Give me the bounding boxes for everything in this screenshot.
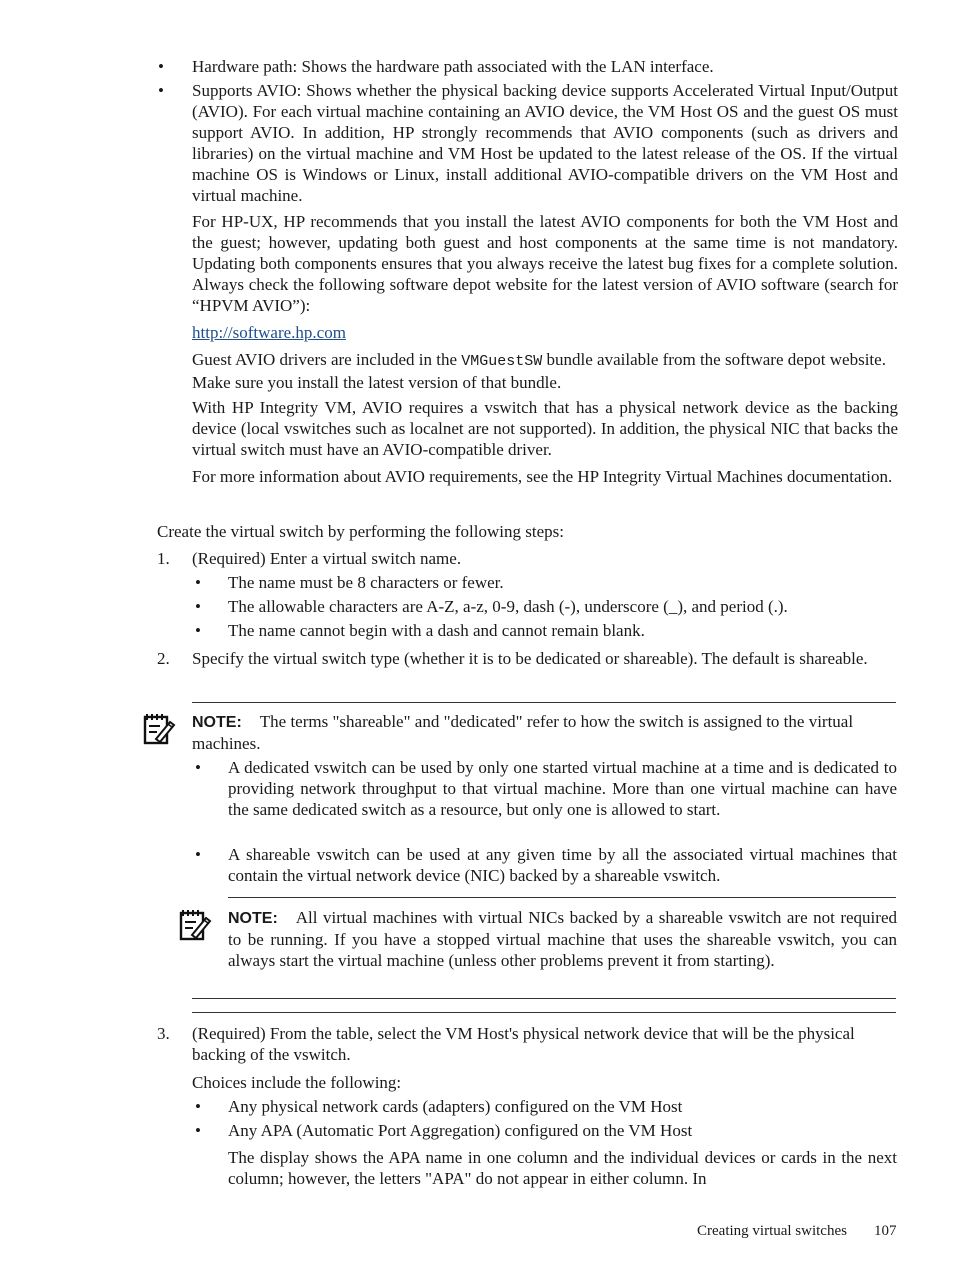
step-3-bullet-apa: Any APA (Automatic Port Aggregation) configured on the VM Host [228, 1121, 693, 1140]
guest-drivers-text-post: bundle available from the software depot website. Make sure you install the latest version of that bundle. [192, 350, 886, 392]
bullet-glyph: • [158, 81, 164, 100]
note-1-text [192, 711, 897, 754]
vmguestsw-code: VMGuestSW [461, 353, 543, 370]
bullet-supports-avio: Supports AVIO: Shows whether the physical backing device supports Accelerated Virtual Input/Output (AVIO). For each virtual machine containing an AVIO device, the VM Host OS and the guest OS must support AVIO. In addition, HP strongly recommends that AVIO components (such as drivers and libraries) on the virtual machine and VM Host be updated to the latest release of the OS. If the virtual machine OS is Windows or Linux, install additional AVIO-compatible drivers on the VM Host and virtual machine. [192, 81, 898, 205]
bullet-glyph: • [195, 573, 201, 592]
note-2-top-rule [228, 897, 896, 898]
step-1-bullet-characters: The allowable characters are A-Z, a-z, 0-9, dash (-), underscore (_), and period (.). [228, 597, 788, 616]
footer-section-title: Creating virtual switches [697, 1223, 847, 1239]
avio-paragraph-guest-drivers [192, 349, 898, 393]
note-1-bottom-rule [192, 1012, 896, 1013]
bullet-glyph: • [195, 597, 201, 616]
bullet-glyph: • [158, 57, 164, 76]
software-depot-link-wrap [192, 322, 346, 343]
step-1-text: (Required) Enter a virtual switch name. [192, 549, 462, 568]
step-3-number: 3. [157, 1024, 170, 1043]
note-pencil-icon [178, 908, 212, 942]
bullet-glyph: • [195, 1121, 201, 1140]
avio-paragraph-vswitch-requirement: With HP Integrity VM, AVIO requires a vswitch that has a physical network device as the backing device (local vswitches such as localnet are not supported). In addition, the physical NIC that backs the virtual switch must have an AVIO-compatible driver. [192, 398, 898, 459]
software-depot-link[interactable]: http://software.hp.com [192, 323, 346, 342]
note-1-top-rule [192, 702, 896, 703]
avio-paragraph-more-info: For more information about AVIO requirements, see the HP Integrity Virtual Machines documentation. [192, 467, 893, 486]
steps-intro: Create the virtual switch by performing the following steps: [157, 522, 564, 541]
avio-paragraph-hpux: For HP-UX, HP recommends that you install the latest AVIO components for both the VM Host and the guest; however, updating both guest and host components at the same time is not mandatory. Updating both components ensures that you always receive the latest bug fixes for a complete solution. Always check the following software depot website for the latest version of AVIO software (search for “HPVM AVIO”): [192, 212, 898, 315]
step-3-text: (Required) From the table, select the VM Host's physical network device that will be the physical backing of the vswitch. [192, 1024, 855, 1064]
step-1-number: 1. [157, 549, 170, 568]
note-1-bullet-shareable: A shareable vswitch can be used at any given time by all the associated virtual machines that contain the virtual network device (NIC) backed by a shareable vswitch. [228, 845, 897, 885]
guest-drivers-text-pre: Guest AVIO drivers are included in the [192, 350, 462, 369]
footer-page-number: 107 [874, 1223, 897, 1239]
bullet-hardware-path: Hardware path: Shows the hardware path associated with the LAN interface. [192, 57, 714, 76]
note-1-bullet-dedicated: A dedicated vswitch can be used by only one started virtual machine at a time and is dedicated to providing network throughput to that virtual machine. More than one virtual machine can have the same dedicated switch as a resource, but only one is allowed to start. [228, 758, 897, 819]
note-1-label: NOTE: [192, 714, 242, 731]
step-3-apa-description: The display shows the APA name in one column and the individual devices or cards in the next column; however, the letters "APA" do not appear in either column. In [228, 1148, 897, 1188]
step-2-text: Specify the virtual switch type (whether it is to be dedicated or shareable). The default is shareable. [192, 649, 868, 668]
step-1-bullet-dash: The name cannot begin with a dash and cannot remain blank. [228, 621, 645, 640]
bullet-glyph: • [195, 621, 201, 640]
note-2-label: NOTE: [228, 910, 278, 927]
note-2-body: All virtual machines with virtual NICs backed by a shareable vswitch are not required to be running. If you have a stopped virtual machine that uses the shareable vswitch, you can always start the virtual machine (unless other problems prevent it from starting). [228, 908, 897, 970]
bullet-glyph: • [195, 845, 201, 864]
step-1-bullet-length: The name must be 8 characters or fewer. [228, 573, 504, 592]
step-2-number: 2. [157, 649, 170, 668]
step-3-bullet-physical-cards: Any physical network cards (adapters) configured on the VM Host [228, 1097, 683, 1116]
note-pencil-icon [142, 712, 176, 746]
bullet-glyph: • [195, 758, 201, 777]
note-2-text [228, 907, 897, 971]
bullet-glyph: • [195, 1097, 201, 1116]
step-3-choices-intro: Choices include the following: [192, 1073, 402, 1092]
note-2-bottom-rule [192, 998, 896, 999]
note-1-body: The terms "shareable" and "dedicated" refer to how the switch is assigned to the virtual machines. [192, 712, 854, 753]
